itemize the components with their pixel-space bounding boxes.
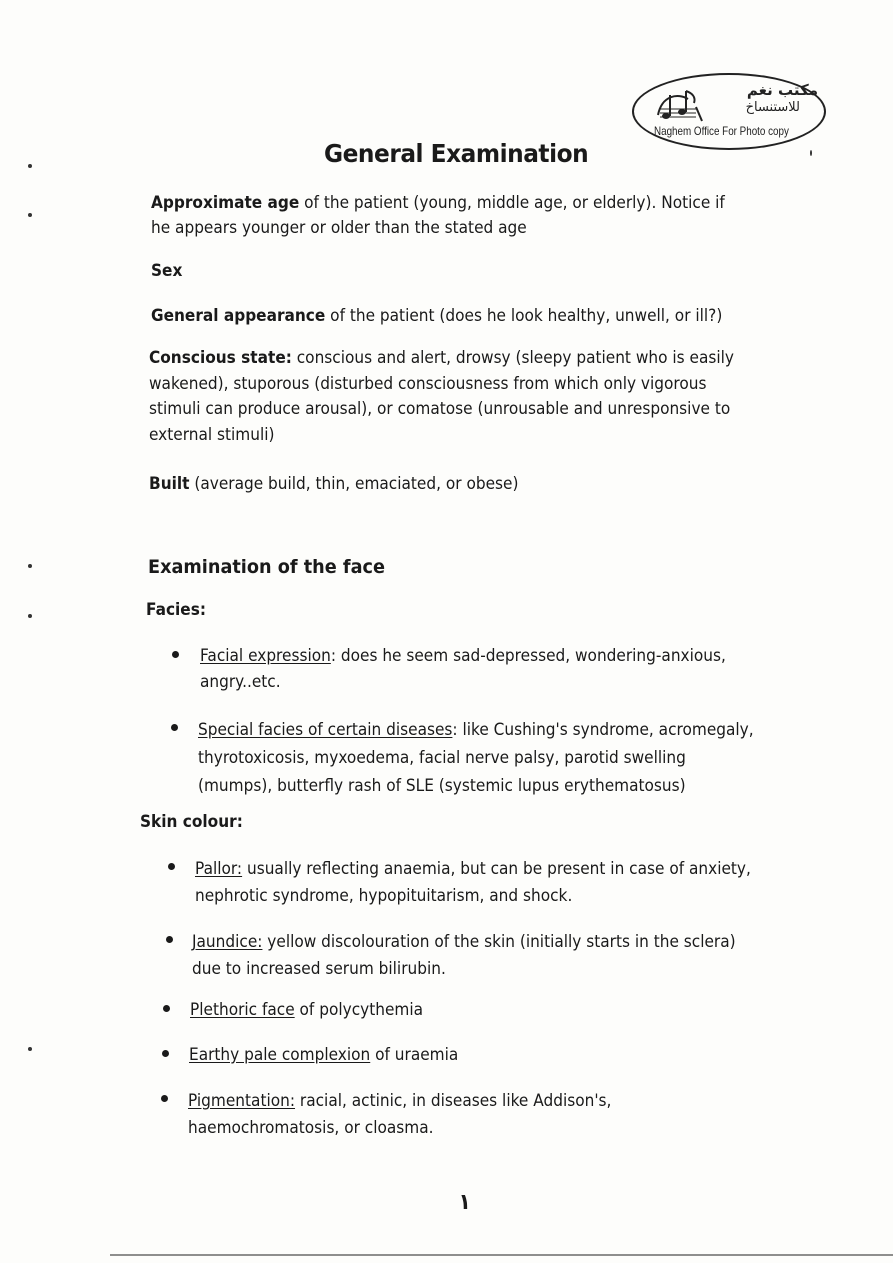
list-item-text [198, 716, 761, 800]
list-item-text [192, 928, 757, 982]
pallor-term: Pallor: [195, 859, 243, 878]
page-title: General Examination [324, 139, 589, 168]
stamp-arabic-line-2: للاستنساخ [745, 100, 800, 115]
scan-speck [810, 150, 812, 156]
jaundice-term: Jaundice: [192, 932, 263, 951]
list-item-text [195, 855, 767, 909]
scan-bottom-edge [110, 1254, 893, 1256]
special-facies-text: : like Cushing's syndrome, acromegaly, thyrotoxicosis, myxoedema, facial nerve palsy, parotid swelling (mumps), butterfly rash of SLE (systemic lupus erythematosus) [198, 720, 754, 795]
stamp-arabic-line-1: مكتب نغم [746, 81, 818, 99]
approximate-age-paragraph [151, 190, 746, 240]
general-appearance-text: of the patient (does he look healthy, unwell, or ill?) [325, 306, 723, 325]
page-number: ١ [458, 1190, 471, 1215]
sex-label: Sex [151, 261, 183, 280]
pigmentation-text: racial, actinic, in diseases like Addison's, haemochromatosis, or cloasma. [188, 1091, 612, 1137]
special-facies-term: Special facies of certain diseases [198, 720, 453, 739]
bullet-icon [163, 1005, 170, 1012]
conscious-state-label: Conscious state: [149, 348, 292, 367]
sex-paragraph [151, 258, 746, 283]
bullet-icon [168, 863, 175, 870]
facies-label: Facies: [146, 600, 206, 619]
facial-expression-text: : does he seem sad-depressed, wondering-anxious, angry..etc. [200, 646, 726, 691]
music-note-icon [652, 85, 706, 125]
approximate-age-label: Approximate age [151, 193, 300, 212]
jaundice-text: yellow discolouration of the skin (initially starts in the sclera) due to increased serum bilirubin. [192, 932, 736, 978]
scan-speck [28, 1047, 32, 1051]
pigmentation-term: Pigmentation: [188, 1091, 296, 1110]
plethoric-face-text: of polycythemia [294, 1000, 424, 1019]
approximate-age-text: of the patient (young, middle age, or elderly). Notice if he appears younger or older than the stated age [151, 193, 725, 237]
earthy-pale-complexion-text: of uraemia [370, 1045, 459, 1064]
list-item-text [188, 1087, 653, 1141]
earthy-pale-complexion-term: Earthy pale complexion [189, 1045, 371, 1064]
stamp-arabic-text [722, 81, 818, 117]
bullet-icon [161, 1095, 168, 1102]
general-appearance-paragraph [151, 303, 783, 328]
scan-speck [28, 213, 32, 217]
built-label: Built [149, 474, 190, 493]
conscious-state-paragraph [149, 345, 744, 447]
bullet-icon [166, 936, 173, 943]
general-appearance-label: General appearance [151, 306, 326, 325]
scan-speck [28, 164, 32, 168]
conscious-state-text: conscious and alert, drowsy (sleepy patient who is easily wakened), stuporous (disturbed consciousness from which only vigorous stimuli can produce arousal), or comatose (unrousable and unresponsive to external stimuli) [149, 348, 734, 444]
list-item-text [189, 1042, 710, 1068]
list-item-text [200, 643, 738, 695]
bullet-icon [172, 651, 179, 658]
facial-expression-term: Facial expression [200, 646, 331, 665]
scan-speck [28, 564, 32, 568]
bullet-icon [162, 1050, 169, 1057]
photocopy-office-stamp [632, 73, 826, 150]
built-paragraph [149, 471, 744, 496]
bullet-icon [171, 724, 178, 731]
built-text: (average build, thin, emaciated, or obese) [189, 474, 519, 493]
scan-speck [28, 614, 32, 618]
plethoric-face-term: Plethoric face [190, 1000, 295, 1019]
face-section-heading: Examination of the face [148, 556, 385, 578]
stamp-english-text: Naghem Office For Photo copy [654, 124, 789, 138]
pallor-text: usually reflecting anaemia, but can be present in case of anxiety, nephrotic syndrome, hypopituitarism, and shock. [195, 859, 751, 905]
list-item-text [190, 997, 711, 1023]
skin-colour-label: Skin colour: [140, 812, 243, 831]
